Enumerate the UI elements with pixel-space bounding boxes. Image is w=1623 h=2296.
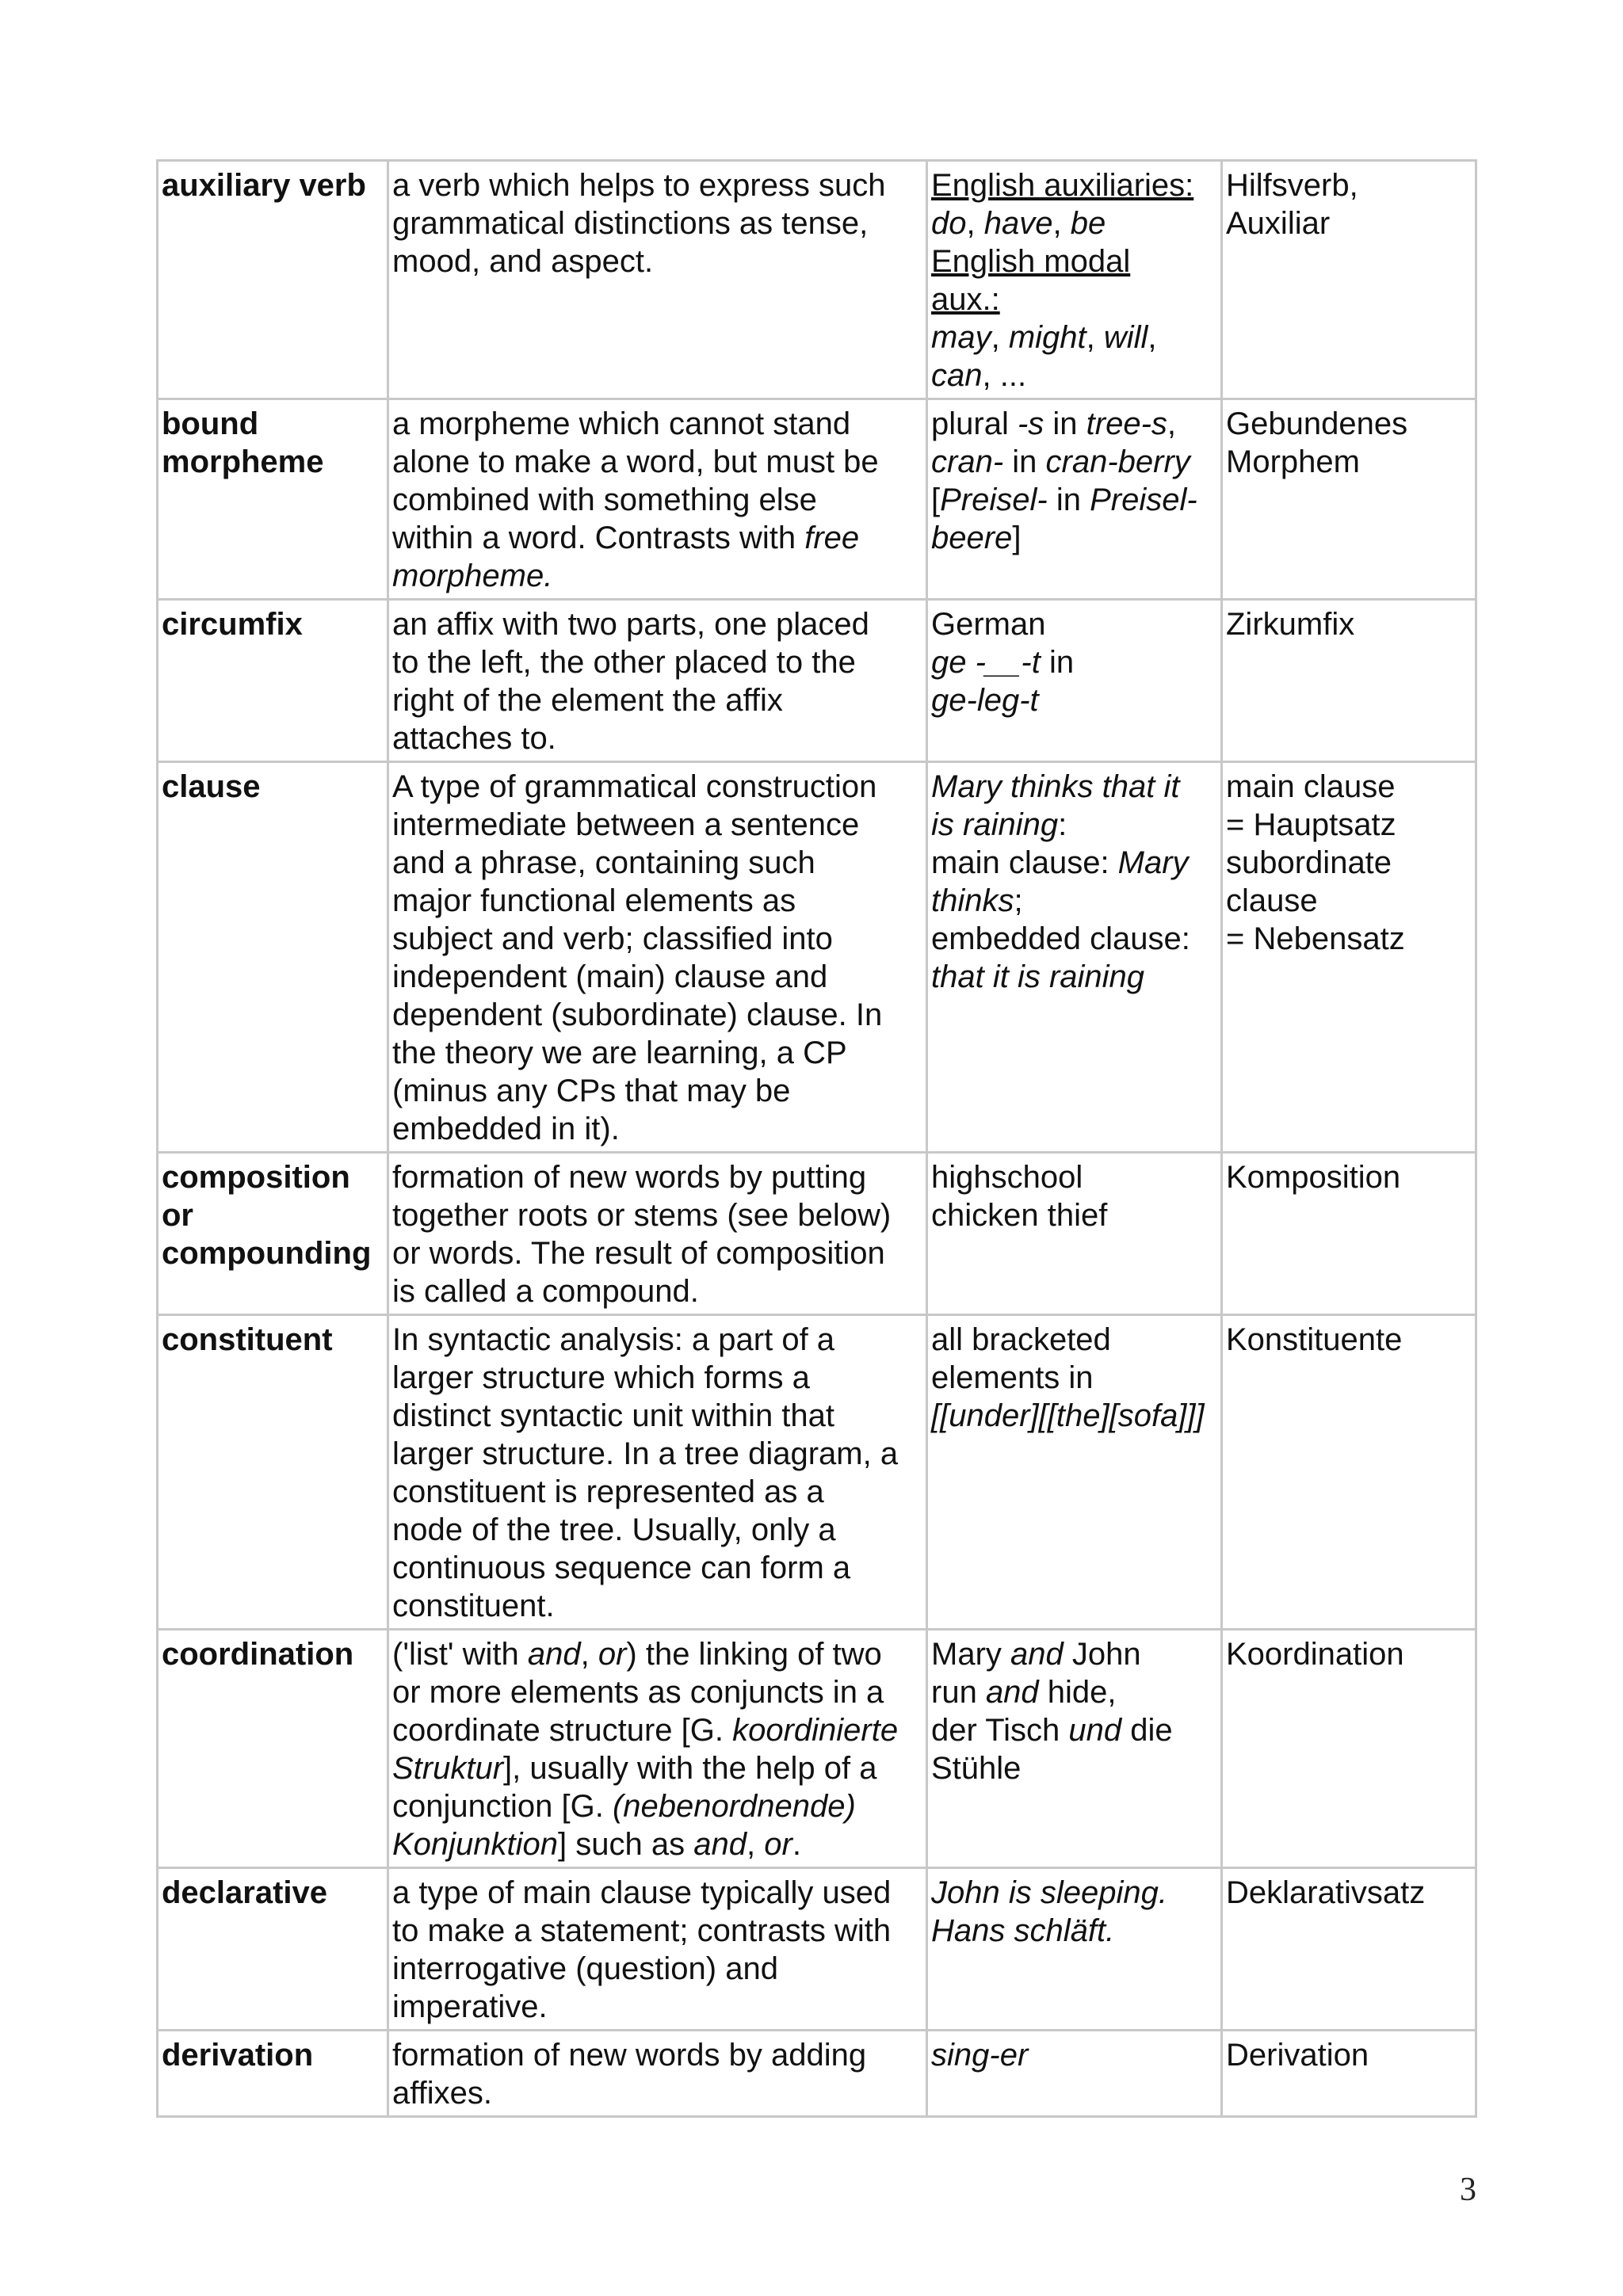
example-line <box>931 1673 1217 1711</box>
definition-line <box>392 1950 922 1988</box>
definition-line <box>392 1110 922 1148</box>
german-term-line <box>1226 920 1472 958</box>
example-line <box>931 1912 1217 1950</box>
text-run: , <box>1052 206 1071 241</box>
text-run: Mary <box>931 1637 1010 1672</box>
definition-line <box>392 1912 922 1950</box>
german-term-line <box>1226 443 1472 481</box>
definition-line <box>392 1234 922 1272</box>
text-run: Deklarativsatz <box>1226 1875 1426 1910</box>
text-run: ge -__-t <box>931 645 1041 680</box>
example-line <box>931 1711 1217 1749</box>
definition-line <box>392 920 922 958</box>
example-line <box>931 1874 1217 1912</box>
text-run: John <box>1063 1637 1141 1672</box>
text-run: affixes. <box>392 2076 492 2111</box>
german-term-line <box>1226 1874 1472 1912</box>
text-run: and <box>1010 1637 1064 1672</box>
text-run: to the left, the other placed to the <box>392 645 856 680</box>
table-row <box>158 2031 1476 2117</box>
example-line <box>931 844 1217 882</box>
text-run: and <box>527 1637 581 1672</box>
text-run: [ <box>931 482 941 517</box>
glossary-table <box>156 159 1477 2118</box>
example-line <box>931 357 1217 395</box>
text-run: Komposition <box>1226 1160 1401 1195</box>
text-run: Mary <box>1117 845 1189 880</box>
term-line: composition <box>162 1160 350 1195</box>
text-run: English auxiliaries: <box>931 168 1194 203</box>
text-run: Preisel- <box>1090 482 1197 517</box>
table-row <box>158 1868 1476 2031</box>
definition-cell <box>388 1315 927 1630</box>
definition-line <box>392 1549 922 1587</box>
text-run: , <box>1167 406 1177 441</box>
definition-line <box>392 1511 922 1549</box>
text-run: main clause <box>1226 769 1396 804</box>
text-run: , <box>966 206 984 241</box>
text-run: distinct syntactic unit within that <box>392 1398 835 1433</box>
text-run: In syntactic analysis: a part of a <box>392 1322 835 1357</box>
text-run: Hilfsverb, <box>1226 168 1358 203</box>
definition-line <box>392 1874 922 1912</box>
german-term-line <box>1226 1635 1472 1673</box>
text-run: mood, and aspect. <box>392 244 654 279</box>
text-run: John is sleeping. <box>931 1875 1167 1910</box>
text-run: , <box>1086 320 1104 355</box>
text-run: Auxiliar <box>1226 206 1331 241</box>
text-run: a verb which helps to express such <box>392 168 886 203</box>
definition-cell <box>388 600 927 762</box>
definition-line <box>392 443 922 481</box>
definition-cell <box>388 161 927 399</box>
example-line <box>931 1196 1217 1234</box>
text-run: or more elements as conjuncts in a <box>392 1675 884 1710</box>
definition-line <box>392 681 922 719</box>
text-run: is raining <box>931 807 1059 842</box>
definition-line <box>392 1321 922 1359</box>
text-run: attaches to. <box>392 721 556 756</box>
text-run: cran- <box>931 444 1004 479</box>
german-term-cell <box>1222 1630 1476 1868</box>
text-run: node of the tree. Usually, only a <box>392 1512 836 1547</box>
text-run: . <box>792 1827 801 1862</box>
text-run: ] such as <box>558 1827 694 1862</box>
german-term-line <box>1226 1158 1472 1196</box>
text-run: may <box>931 320 991 355</box>
text-run: constituent is represented as a <box>392 1474 824 1509</box>
term-line: constituent <box>162 1322 333 1357</box>
text-run: Struktur <box>392 1751 504 1786</box>
example-line <box>931 643 1217 681</box>
text-run: koordinierte <box>732 1713 899 1748</box>
table-row <box>158 161 1476 399</box>
text-run: morpheme. <box>392 559 553 593</box>
definition-line <box>392 996 922 1034</box>
text-run: thinks <box>931 883 1014 918</box>
definition-line <box>392 768 922 806</box>
german-term-line <box>1226 844 1472 882</box>
definition-line <box>392 643 922 681</box>
definition-cell <box>388 1153 927 1315</box>
definition-line <box>392 1635 922 1673</box>
definition-line <box>392 1397 922 1435</box>
text-run: , <box>747 1827 765 1862</box>
text-run: in <box>1047 482 1090 517</box>
text-run: beere <box>931 521 1013 555</box>
text-run: plural <box>931 406 1018 441</box>
text-run: constituent. <box>392 1589 555 1623</box>
example-line <box>931 681 1217 719</box>
definition-line <box>392 1158 922 1196</box>
table-row <box>158 762 1476 1153</box>
table-row <box>158 1630 1476 1868</box>
example-line <box>931 958 1217 996</box>
term-line: circumfix <box>162 607 303 642</box>
german-term-line <box>1226 806 1472 844</box>
german-term-cell <box>1222 1315 1476 1630</box>
example-cell <box>927 161 1222 399</box>
text-run: chicken thief <box>931 1198 1108 1233</box>
text-run: Konjunktion <box>392 1827 559 1862</box>
text-run: or <box>764 1827 792 1862</box>
german-term-line <box>1226 405 1472 443</box>
text-run: main clause: <box>931 845 1118 880</box>
text-run: a morpheme which cannot stand <box>392 406 851 441</box>
example-line <box>931 768 1217 806</box>
text-run: be <box>1070 206 1106 241</box>
text-run: Gebundenes <box>1226 406 1408 441</box>
text-run: coordinate structure [G. <box>392 1713 733 1748</box>
definition-cell <box>388 1868 927 2031</box>
text-run: dependent (subordinate) clause. In <box>392 997 883 1032</box>
text-run: Mary thinks that it <box>931 769 1180 804</box>
definition-line <box>392 1435 922 1473</box>
text-run: right of the element the affix <box>392 683 783 718</box>
text-run: embedded in it). <box>392 1112 620 1146</box>
text-run: (minus any CPs that may be <box>392 1074 791 1108</box>
term-line: or <box>162 1198 193 1233</box>
text-run: interrogative (question) and <box>392 1951 778 1986</box>
text-run: : <box>1058 807 1067 842</box>
example-line <box>931 280 1217 318</box>
definition-line <box>392 204 922 242</box>
example-cell <box>927 1315 1222 1630</box>
example-line <box>931 1397 1217 1435</box>
table-row <box>158 1315 1476 1630</box>
text-run: and <box>985 1675 1039 1710</box>
example-line <box>931 443 1217 481</box>
term-line: bound <box>162 406 259 441</box>
text-run: ] <box>1012 521 1022 555</box>
table-row <box>158 399 1476 600</box>
text-run: -s <box>1017 406 1044 441</box>
text-run: do <box>931 206 967 241</box>
text-run: ) the linking of two <box>626 1637 882 1672</box>
definition-cell <box>388 1630 927 1868</box>
text-run: have <box>983 206 1053 241</box>
text-run: to make a statement; contrasts with <box>392 1913 892 1948</box>
term-line: morpheme <box>162 444 324 479</box>
text-run: aux.: <box>931 282 1000 317</box>
definition-line <box>392 882 922 920</box>
text-run: = Nebensatz <box>1226 921 1405 956</box>
text-run: ('list' with <box>392 1637 528 1672</box>
example-line <box>931 318 1217 357</box>
text-run: ge-leg-t <box>931 683 1039 718</box>
text-run: a type of main clause typically used <box>392 1875 892 1910</box>
text-run: Derivation <box>1226 2038 1369 2073</box>
example-line <box>931 204 1217 242</box>
example-line <box>931 2036 1217 2074</box>
term-cell <box>158 1868 388 2031</box>
text-run: the theory we are learning, a CP <box>392 1035 847 1070</box>
definition-line <box>392 481 922 519</box>
example-line <box>931 242 1217 280</box>
text-run: grammatical distinctions as tense, <box>392 206 869 241</box>
definition-line <box>392 519 922 557</box>
german-term-cell <box>1222 161 1476 399</box>
text-run: German <box>931 607 1046 642</box>
text-run: die <box>1121 1713 1173 1748</box>
text-run: subordinate <box>1226 845 1392 880</box>
text-run: formation of new words by putting <box>392 1160 867 1195</box>
term-cell <box>158 161 388 399</box>
text-run: Stühle <box>931 1751 1022 1786</box>
text-run: hide, <box>1038 1675 1117 1710</box>
definition-line <box>392 557 922 595</box>
example-cell <box>927 1868 1222 2031</box>
text-run: Preisel- <box>940 482 1048 517</box>
definition-cell <box>388 2031 927 2117</box>
example-line <box>931 1635 1217 1673</box>
german-term-line <box>1226 2036 1472 2074</box>
text-run: , <box>1148 320 1157 355</box>
term-line: declarative <box>162 1875 328 1910</box>
text-run: or <box>598 1637 627 1672</box>
text-run: subject and verb; classified into <box>392 921 833 956</box>
example-line <box>931 806 1217 844</box>
example-cell <box>927 1630 1222 1868</box>
definition-line <box>392 242 922 280</box>
term-cell <box>158 1153 388 1315</box>
text-run: major functional elements as <box>392 883 796 918</box>
example-cell <box>927 399 1222 600</box>
example-cell <box>927 2031 1222 2117</box>
definition-line <box>392 1825 922 1863</box>
glossary-body <box>158 161 1476 2117</box>
german-term-cell <box>1222 2031 1476 2117</box>
example-line <box>931 1749 1217 1787</box>
definition-cell <box>388 399 927 600</box>
text-run: that it is raining <box>931 959 1145 994</box>
term-cell <box>158 2031 388 2117</box>
text-run: continuous sequence can form a <box>392 1550 851 1585</box>
german-term-line <box>1226 768 1472 806</box>
text-run: larger structure which forms a <box>392 1360 810 1395</box>
text-run: sing-er <box>931 2038 1029 2073</box>
example-line <box>931 882 1217 920</box>
text-run: is called a compound. <box>392 1274 699 1309</box>
text-run: an affix with two parts, one placed <box>392 607 869 642</box>
german-term-cell <box>1222 600 1476 762</box>
definition-line <box>392 1673 922 1711</box>
example-cell <box>927 600 1222 762</box>
text-run: Konstituente <box>1226 1322 1403 1357</box>
text-run: will <box>1103 320 1148 355</box>
example-line <box>931 605 1217 643</box>
text-run: conjunction [G. <box>392 1789 613 1824</box>
definition-line <box>392 1034 922 1072</box>
definition-line <box>392 1711 922 1749</box>
text-run: Koordination <box>1226 1637 1404 1672</box>
text-run: Hans schläft. <box>931 1913 1115 1948</box>
german-term-cell <box>1222 1868 1476 2031</box>
text-run: ], usually with the help of a <box>503 1751 877 1786</box>
definition-line <box>392 958 922 996</box>
german-term-line <box>1226 882 1472 920</box>
definition-line <box>392 719 922 757</box>
term-cell <box>158 1315 388 1630</box>
text-run: der Tisch <box>931 1713 1069 1748</box>
text-run: cran-berry <box>1045 444 1190 479</box>
example-line <box>931 1359 1217 1397</box>
text-run: tree-s <box>1086 406 1167 441</box>
text-run: A type of grammatical construction <box>392 769 877 804</box>
text-run: , ... <box>982 358 1027 393</box>
example-line <box>931 1158 1217 1196</box>
text-run: und <box>1068 1713 1122 1748</box>
term-cell <box>158 399 388 600</box>
term-cell <box>158 762 388 1153</box>
text-run: clause <box>1226 883 1318 918</box>
german-term-line <box>1226 204 1472 242</box>
text-run: English modal <box>931 244 1131 279</box>
text-run: formation of new words by adding <box>392 2038 867 2073</box>
text-run: Zirkumfix <box>1226 607 1355 642</box>
german-term-line <box>1226 1321 1472 1359</box>
table-row <box>158 600 1476 762</box>
text-run: [[under][[the][sofa]]] <box>931 1398 1205 1433</box>
text-run: in <box>1003 444 1046 479</box>
table-row <box>158 1153 1476 1315</box>
definition-line <box>392 1587 922 1625</box>
example-line <box>931 166 1217 204</box>
text-run: highschool <box>931 1160 1083 1195</box>
definition-line <box>392 1988 922 2026</box>
text-run: can <box>931 358 983 393</box>
definition-line <box>392 1072 922 1110</box>
definition-line <box>392 166 922 204</box>
german-term-line <box>1226 166 1472 204</box>
text-run: elements in <box>931 1360 1094 1395</box>
text-run: , <box>991 320 1009 355</box>
example-line <box>931 519 1217 557</box>
term-line: compounding <box>162 1236 372 1271</box>
text-run: combined with something else <box>392 482 817 517</box>
german-term-cell <box>1222 762 1476 1153</box>
german-term-cell <box>1222 1153 1476 1315</box>
definition-line <box>392 405 922 443</box>
text-run: or words. The result of composition <box>392 1236 885 1271</box>
text-run: run <box>931 1675 986 1710</box>
example-line <box>931 1321 1217 1359</box>
term-line: derivation <box>162 2038 314 2073</box>
text-run: ; <box>1014 883 1023 918</box>
example-line <box>931 920 1217 958</box>
text-run: (nebenordnende) <box>612 1789 856 1824</box>
definition-line <box>392 1787 922 1825</box>
term-cell <box>158 600 388 762</box>
text-run: larger structure. In a tree diagram, a <box>392 1436 899 1471</box>
text-run: free <box>804 521 860 555</box>
term-cell <box>158 1630 388 1868</box>
text-run: within a word. Contrasts with <box>392 521 805 555</box>
definition-line <box>392 2036 922 2074</box>
definition-line <box>392 1196 922 1234</box>
text-run: all bracketed <box>931 1322 1111 1357</box>
definition-cell <box>388 762 927 1153</box>
text-run: and <box>693 1827 747 1862</box>
text-run: , <box>580 1637 598 1672</box>
text-run: might <box>1008 320 1086 355</box>
text-run: intermediate between a sentence <box>392 807 860 842</box>
example-line <box>931 405 1217 443</box>
example-cell <box>927 762 1222 1153</box>
term-line: auxiliary verb <box>162 168 366 203</box>
text-run: and a phrase, containing such <box>392 845 815 880</box>
text-run: = Hauptsatz <box>1226 807 1396 842</box>
definition-line <box>392 1473 922 1511</box>
text-run: imperative. <box>392 1989 548 2024</box>
text-run: in <box>1044 406 1086 441</box>
definition-line <box>392 2074 922 2112</box>
german-term-cell <box>1222 399 1476 600</box>
example-line <box>931 481 1217 519</box>
definition-line <box>392 605 922 643</box>
text-run: alone to make a word, but must be <box>392 444 879 479</box>
text-run: independent (main) clause and <box>392 959 828 994</box>
german-term-line <box>1226 605 1472 643</box>
example-cell <box>927 1153 1222 1315</box>
term-line: clause <box>162 769 261 804</box>
term-line: coordination <box>162 1637 354 1672</box>
text-run: Morphem <box>1226 444 1360 479</box>
definition-line <box>392 1359 922 1397</box>
definition-line <box>392 1272 922 1310</box>
definition-line <box>392 1749 922 1787</box>
page-number: 3 <box>1460 2172 1476 2208</box>
text-run: embedded clause: <box>931 921 1190 956</box>
definition-line <box>392 806 922 844</box>
text-run: in <box>1040 645 1075 680</box>
definition-line <box>392 844 922 882</box>
text-run: together roots or stems (see below) <box>392 1198 892 1233</box>
